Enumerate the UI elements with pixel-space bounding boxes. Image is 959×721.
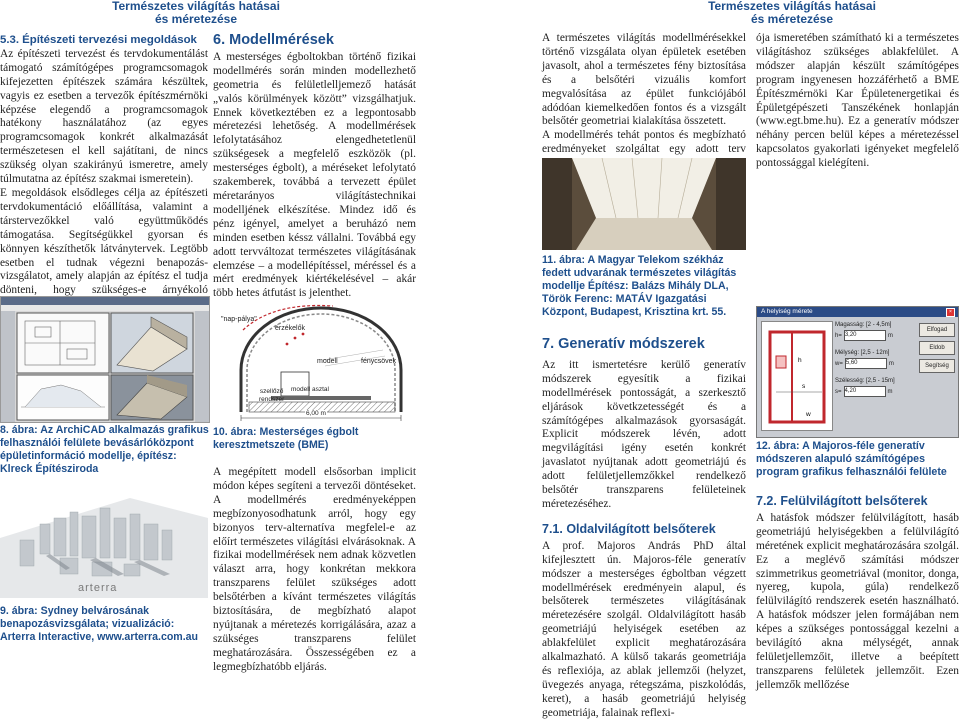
width-field[interactable]: 4,20 <box>844 386 886 397</box>
figure-8-archicad-screenshot <box>0 296 210 423</box>
figure-12-caption: 12. ábra: A Majoros-féle generatív módszeren alapuló számítógépes program grafikus felhasználói felülete <box>756 440 947 478</box>
section-title-7-2: 7.2. Felülvilágított belsőterek <box>756 494 928 508</box>
label-depth: Mélység: [2,5 - 12m] <box>835 350 890 356</box>
unit-label: m <box>887 388 893 395</box>
running-header-left: Természetes világítás hatásai és méretezése <box>112 0 280 26</box>
model-photo-illustration <box>542 158 746 250</box>
column-3-text-lower <box>542 336 746 721</box>
column-1-text <box>0 34 208 326</box>
close-icon[interactable]: × <box>946 308 955 317</box>
figure-11-telekom-model-photo <box>542 158 746 250</box>
figure-11-caption: 11. ábra: A Magyar Telekom székház fedett udvarának természetes világítás modellje Építész: Balázs Mihály DLA, Török Ferenc: MATÁV Igazgatási Központ, Budapest, Krisztina krt. 55. <box>542 254 737 318</box>
label-erzekelok: érzékelők <box>275 325 305 332</box>
paragraph: A hatásfok módszer felülvilágított, hasáb geometriájú helyiségekben a felülvilágító méretének explicit meghatározására szolgál. Ez a meglévő számítási módszer szimmetrikus geometriával (monitor, donga, nyereg, kupola, gúla) rendelkező felülvilágító rendszerek esetén használható. A hatásfok módszer jelen formájában nem képes a szükséges pontossággal kezelni a bevilágító akna mélységét, annak felületjellemzőit, illetve a beépített transzparens felületek jellemzőit. Ezen jellemzők mellőzése <box>756 511 959 691</box>
paragraph: A mesterséges égboltokban történő fizikai modellmérés során minden modellezhető geometria és felületlelljemező hatását „valós körülmények között” vizsgálhatjuk. Ennek következtében ez a legpontosabb méretezési lehetőség. A modellmérések lefolytatásához elengedhetetlenül szükségesek a megfelelő eszközök (pl. mesterséges égbolt), a méréseket lefolytató szakemberek, továbbá a tervezett épület méretarányos világítástechnikai modelljének elkészítése. Mindez idő és pénz igényel, amelyet a beruházó nem minden esetben késsz vállalni. Továbbá egy adott tervváltozat természetes világításának elemzése – a modellépítéssel, méréssel és a mért eredmények kiértékelésével – akár több hetes átfutást is jelenthet. <box>213 50 416 300</box>
symbol-h-eq: h= <box>835 332 842 339</box>
discard-button[interactable]: Eldob <box>919 341 955 355</box>
unit-label: m <box>887 332 893 339</box>
room-diagram-svg <box>762 322 832 430</box>
arterra-logo: arterra <box>78 582 118 594</box>
room-section-preview <box>761 321 833 431</box>
figure-10-caption: 10. ábra: Mesterséges égbolt keresztmetszete (BME) <box>213 426 359 451</box>
section-title-5-3: 5.3. Építészeti tervezési megoldások <box>0 34 197 46</box>
label-modell-asztal: modell asztal <box>291 386 329 393</box>
archicad-ui-illustration <box>1 297 209 422</box>
symbol-w-eq: w= <box>835 360 843 367</box>
accept-button[interactable]: Elfogad <box>919 323 955 337</box>
paragraph: A természetes világítás modellmérésekkel történő vizsgálata olyan épületek esetében javasolt, ahol a természetes fény biztosítása és a belsőtéri vizuális komfort megvalósítása az épület funkciójából adódóan kiemelkedően fontos és a vizsgált belsőtér geometriai kialakítása összetett. <box>542 32 746 128</box>
paragraph: Az építészeti tervezést és tervdokumentálást támogató számítógépes programcsomagok kifejezetten építészek számára készültek, vagyis ez esetben a tervezők építészmérnöki képzése elegendő a programcsomagok hatékony használatához (az egyes programcsomagok konkrét alkalmazását természetesen el kell sajátítani, de nincs szükség olyan szakirányú ismeretre, amely túlmutatna az építész szakmai ismeretein). <box>0 47 208 186</box>
height-field[interactable]: 3,20 <box>844 330 886 341</box>
symbol-h: h <box>798 357 802 364</box>
label-height: Magasság: [2 - 4,5m] <box>835 322 892 328</box>
section-title-6: 6. Modellmérések <box>213 32 334 48</box>
label-nap-palya: "nap-pálya" <box>221 316 257 323</box>
section-title-7: 7. Generatív módszerek <box>542 336 705 352</box>
column-2-text <box>213 32 416 301</box>
figure-8-caption: 8. ábra: Az ArchiCAD alkalmazás grafikus felhasználói felülete bevásárlóközpont épületinformáció modellje, építész: Klreck Építésziroda <box>0 424 209 475</box>
paragraph: E megoldások elsődleges célja az építészeti tervdokumentáció előállítása, valamint a társtervezőkkel való együttműködés támogatása. Segítségükkel gyorsan és könnyen készíthetők látványtervek. Legtöbb esetben el tudnak végezni benapozás-vizsgálatot, amely alapján az építész el tudja dönteni, hogy szükséges-e árnyékoló <box>0 186 208 297</box>
section-title-7-1: 7.1. Oldalvilágított belsőterek <box>542 521 716 536</box>
label-modell: modell <box>317 358 338 365</box>
figure-9-caption: 9. ábra: Sydney belvárosának benapozásvizsgálata; vizualizáció: Arterra Interactive, www.arterra.com.au <box>0 605 199 643</box>
symbol-s: s <box>802 383 806 390</box>
paragraph: A megépített modell elsősorban implicit módon képes segíteni a tervezői döntéseket. A modellmérés eredményeképpen megbízonyosodhatunk arról, hogy egy bizonyos terv-alternatíva megfelel-e az előírt természetes világítási elvárásoknak. A fizikai modellmérések nem adnak közvetlen választ arra, hogy konkrétan mekkora transzparens felület szükséges adott belsőtérben a kívánt természetes világítás biztosítására, de megbízható alapot nyújtanak a méretezés korrigálására, azaz a szükséges transzparens felület meghatározására. Összességében ez a legmegbízhatóbb eljárás. <box>213 466 416 673</box>
window-titlebar <box>757 307 958 317</box>
unit-label: m <box>888 360 894 367</box>
label-width: Szélesség: [2,5 - 15m] <box>835 378 895 384</box>
figure-10-artificial-sky-diagram <box>213 300 416 422</box>
paragraph: A modellmérés tehát pontos és megbízható eredményeket szolgáltat egy adott terv <box>542 129 746 156</box>
depth-field[interactable]: 5,60 <box>845 358 887 369</box>
paragraph: ója ismeretében számítható ki a természetes világításhoz szükséges ablakfelület. A módszer alapján készült számítógépes program ingyenesen hozzáférhető a BME Építészmérnöki Kar Épületenergetikai és Épületgépészeti Tanszékének honlapján (www.egt.bme.hu). Ez a generatív módszer néhány percen belül képes a méretezéssel kapcsolatos gyakorlati igényeket megfelelő pontossággal kielégíteni. <box>756 32 959 170</box>
input-group <box>835 321 913 397</box>
paragraph: Az itt ismertetésre kerülő generatív módszerek egyesítik a fizikai modellmérések pontosságát, a szerkesztő eljárások követkzetességét és a számítógépes alkalmazások gyorsaságát. Explicit módszerek lévén, adott megvilágítási igény esetén konkrét javaslatot nyújtanak adott geometriájú és adott felületjellemzőkkel rendelkező belsőtér transzparens felületeinek méretezéséhez. <box>542 358 746 510</box>
column-4-text-lower <box>756 494 959 693</box>
symbol-w: w <box>806 411 811 418</box>
figure-12-program-ui <box>756 306 959 438</box>
label-szellozo-rendszer: szellőző rendszer <box>259 388 285 403</box>
label-width: 6,00 m <box>306 410 326 417</box>
symbol-s-eq: s= <box>835 388 842 395</box>
running-header-right: Természetes világítás hatásai és méretezése <box>708 0 876 26</box>
sydney-city-illustration <box>0 478 208 598</box>
paragraph: A prof. Majoros András PhD által kifejlesztett ún. Majoros-féle generatív módszer a mesterséges égboltban végzett modellmérések eredményein alapul, és belsőterek természetes világításának méretezésére szolgál. Oldalvilágított hasáb geometriájú helyiségek esetében az ablakfelület explicit meghatározására alkalmazható. A külső takarás geometriája és reflexiója, az ablak jellemzői (helyzet, üvegezés anyaga, rétegszáma, piszkolódás, keret), a hasáb geometriájú helyiség geometriája, falainak reflexi- <box>542 539 746 719</box>
column-2-text-lower <box>213 466 416 675</box>
column-4-text <box>756 32 959 171</box>
figure-9-sydney-visualization <box>0 478 208 598</box>
column-3-text <box>542 32 746 171</box>
help-button[interactable]: Segítség <box>919 359 955 373</box>
window-title: A helyiség mérete <box>761 308 813 315</box>
label-fenycsovek: fénycsövek <box>361 358 397 365</box>
